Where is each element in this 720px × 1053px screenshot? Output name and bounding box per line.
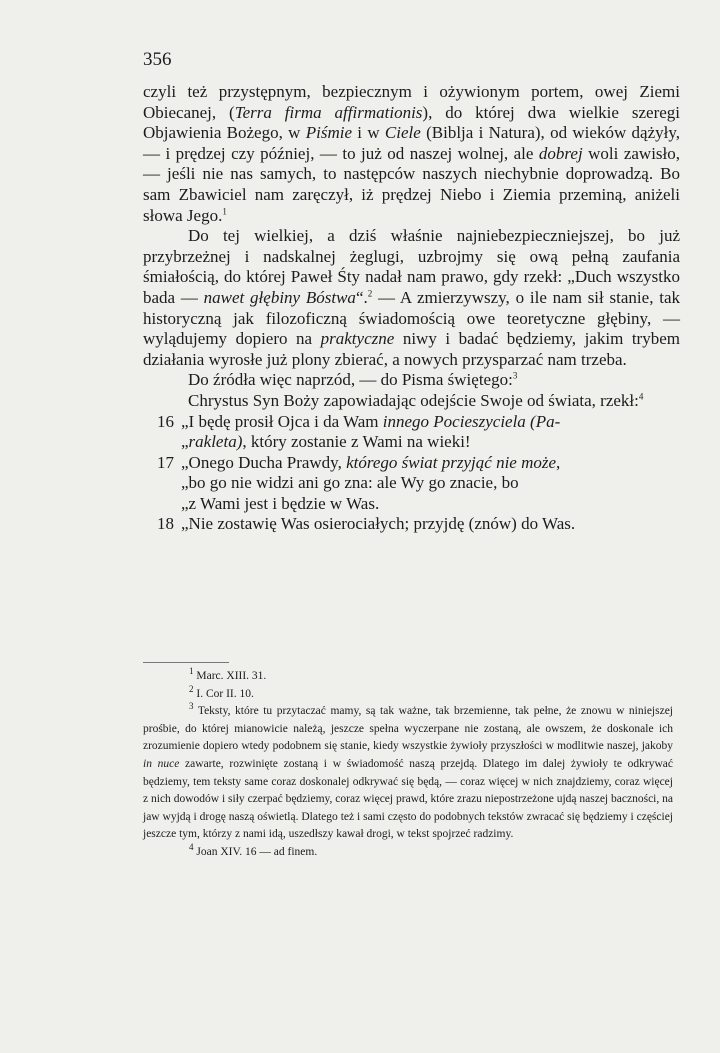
main-text [143, 82, 680, 535]
footnote-1: $^1$ Marc. XIII. 31. [189, 666, 267, 682]
verse-16: 16 „I będę prosił Ojca i da Wam innego Pocieszyciela (Pa- „rakleta), który zostanie z Wami na wieki! [143, 412, 680, 453]
footnotes [143, 668, 673, 862]
paragraph-4: Chrystus Syn Boży zapowiadając odejście Swoje od świata, rzekł:$^4$ [188, 390, 644, 410]
footnote-ref-4: 4 [638, 391, 644, 402]
footnote-3: $^3$ Teksty, które tu przytaczać mamy, są tak ważne, tak brzemienne, tak pełne, że znowu w niniejszej prośbie, do której mianowicie należą, jeszcze spełna wyczerpane nie zostaną, ale owszem, że doskonale ich zrozumienie dopiero wtedy podobnem się stanie, kiedy wszystkie żywioły przyszłości w modlitwie naszej, jakoby in nuce zawarte, rozwinięte zostaną i w świadomość naszą przejdą. Dlatego im dalej żywioły te odkrywać będziemy, tem teksty same coraz doskonalej odkrywać się będą, — coraz więcej w nich znajdziemy, coraz więcej z nich dowodów i siły czerpać będziemy, coraz więcej prawd, które zrazu niepostrzeżone ujdą naszej baczności, na jaw wyjdą i drogę naszą oświetlą. Dlatego też i sami często do podobnych tekstów zwracać się będziemy i częściej jeszcze tym, którzy z nami idą, uszedłszy kawał drogi, w tekst spojrzeć radzimy. [143, 701, 673, 841]
verse-number: 17 [157, 452, 174, 472]
footnote-4: $^4$ Joan XIV. 16 — ad finem. [189, 842, 318, 858]
paragraph-2: Do tej wielkiej, a dziś właśnie najniebezpieczniejszej, bo już przybrzeżnej i nadskalnej żeglugi, uzbrojmy się ową pełną zaufania śmiałością, do której Paweł Śty nadał nam prawo, gdy rzekł: „Duch wszystko bada — nawet głębiny Bóstwa“.$^2$ — A zmierzywszy, o ile nam sił stanie, tak historyczną jak filozoficzną świadomością owe teoretyczne głębiny, — wylądujemy dopiero na praktyczne niwy i badać będziemy, jakim trybem działania wyrosłe już plony zbierać, a nowych przysparzać nam trzeba. [143, 226, 680, 369]
verse-number: 18 [157, 514, 174, 534]
verse-number: 16 [157, 411, 174, 431]
footnote-ref-1: 1 [222, 205, 227, 216]
footnote-ref-3: 3 [512, 370, 518, 381]
verse-17: 17 „Onego Ducha Prawdy, którego świat przyjąć nie może, „bo go nie widzi ani go zna: ale Wy go znacie, bo „z Wami jest i będzie w Was. [143, 453, 680, 515]
footnote-ref-2: 2 [367, 288, 373, 299]
paragraph-3: Do źródła więc naprzód, — do Pisma świętego:$^3$ [188, 370, 518, 390]
verse-18: 18 „Nie zostawię Was osierociałych; przyjdę (znów) do Was. [143, 514, 680, 535]
footnote-2: $^2$ I. Cor II. 10. [189, 683, 254, 700]
page-number: 356 [143, 49, 172, 70]
paragraph-1: czyli też przystępnym, bezpiecznym i ożywionym portem, owej Ziemi Obiecanej, (Terra firma affirmationis), do której dwa wielkie szeregi Objawienia Bożego, w Piśmie i w Ciele (Biblja i Natura), od wieków dążyły, — i prędzej czy później, — to już od naszej wolnej, ale dobrej woli zawisło, — jeśli nie nas samych, to następców naszych niechybnie doprowadzą. Bo sam Zbawiciel nam zaręczył, iż prędzej Niebo i Ziemia przeminą, aniżeli słowa Jego.$^1$ [143, 82, 681, 225]
footnote-separator [143, 662, 229, 663]
